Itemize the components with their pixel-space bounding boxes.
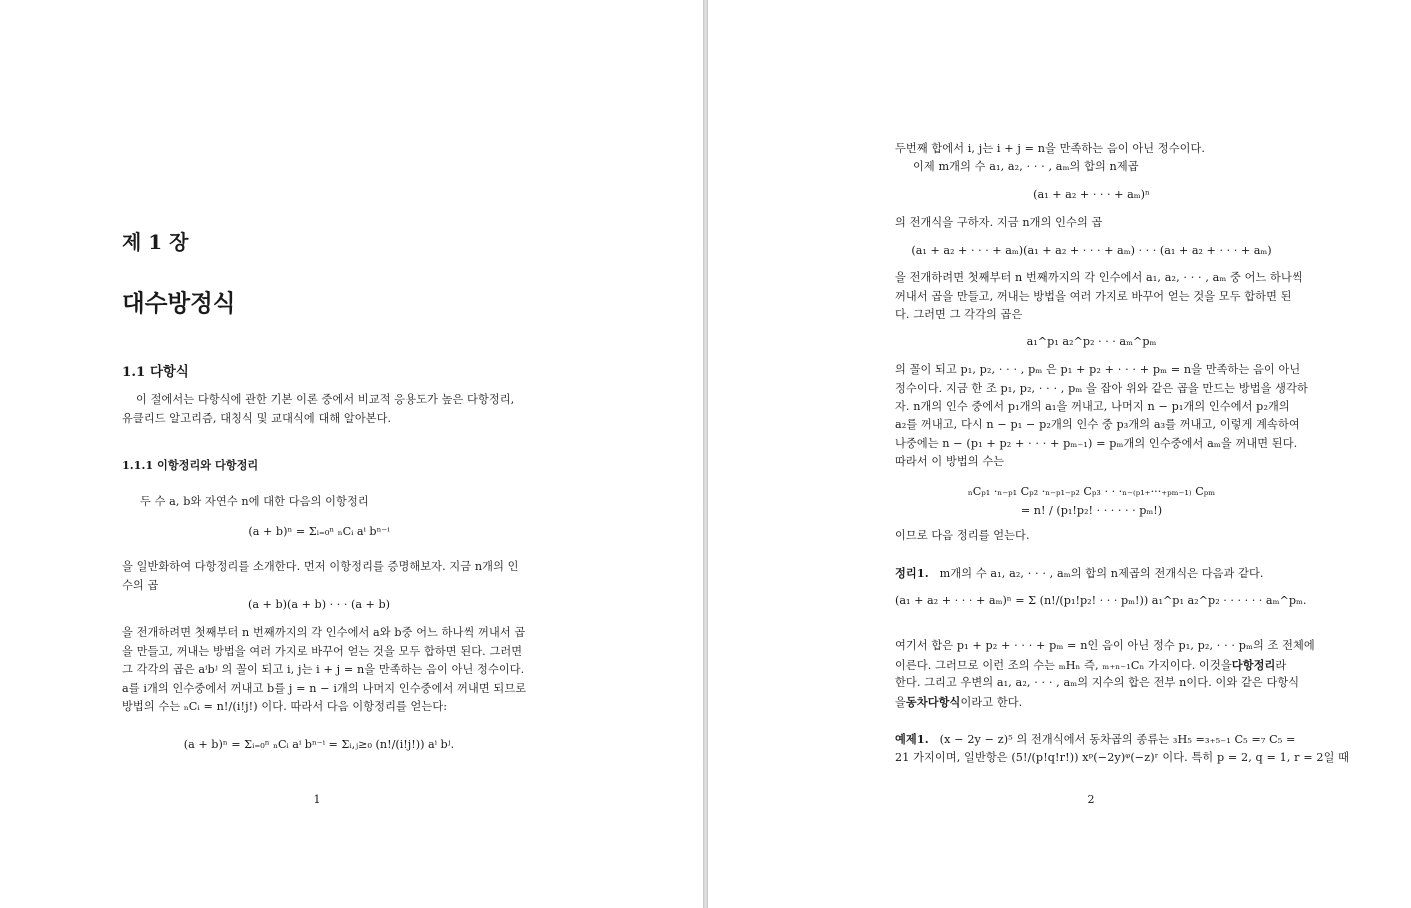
- text-run: 이라고 한다.: [960, 696, 1023, 709]
- paragraph-line: 을 전개하려면 첫째부터 n 번째까지의 각 인수에서 a₁, a₂, · · · , aₘ 중 어느 하나씩: [895, 271, 1303, 284]
- theorem-line: [895, 564, 1264, 584]
- example-line: [895, 730, 1295, 750]
- paragraph-line: [895, 656, 1286, 676]
- paragraph-line: 방법의 수는 ₙCᵢ = n!/(i!j!) 이다. 따라서 다음 이항정리를 얻는다:: [122, 700, 448, 713]
- chapter-title: 대수방정식: [122, 289, 236, 317]
- paragraph-line: 두번째 합에서 i, j는 i + j = n을 만족하는 음이 아닌 정수이다.: [895, 142, 1206, 155]
- section-heading: 1.1 다항식: [122, 364, 189, 380]
- equation-power: (a₁ + a₂ + · · · + aₘ)ⁿ: [1033, 188, 1150, 201]
- paragraph-line: 을 일반화하여 다항정리를 소개한다. 먼저 이항정리를 증명해보자. 지금 n개의 인: [122, 560, 519, 573]
- paragraph-line: 정수이다. 지금 한 조 p₁, p₂, · · · , pₘ 을 잡아 위와 같은 곱을 만드는 방법을 생각하: [895, 382, 1308, 395]
- paragraph-line: 이므로 다음 정리를 얻는다.: [895, 529, 1030, 542]
- text-run: 이른다. 그러므로 이런 조의 수는 ₘHₙ 즉, ₘ₊ₙ₋₁Cₙ 가지이다. 이것을: [895, 659, 1232, 672]
- page-number: 1: [313, 793, 321, 806]
- theorem-text: m개의 수 a₁, a₂, · · · , aₘ의 합의 n제곱의 전개식은 다음과 같다.: [939, 567, 1264, 580]
- intro-line-1: 이 절에서는 다항식에 관한 기본 이론 중에서 비교적 응용도가 높은 다항정리,: [136, 393, 515, 406]
- paragraph-line: 나중에는 n − (p₁ + p₂ + · · · + pₘ₋₁) = pₘ개의 인수중에서 aₘ을 꺼내면 된다.: [895, 437, 1298, 450]
- paragraph-line: 여기서 합은 p₁ + p₂ + · · · + pₘ = n인 음이 아닌 정수 p₁, p₂, · · · pₘ의 조 전체에: [895, 639, 1315, 652]
- example-line-2: 21 가지이며, 일반항은 (5!/(p!q!r!)) xᵖ(−2y)ᵠ(−z)ʳ 이다. 특히 p = 2, q = 1, r = 2일 때: [895, 751, 1350, 764]
- paragraph-line: 꺼내서 곱을 만들고, 꺼내는 방법을 여러 가지로 바꾸어 얻는 것을 모두 합하면 된: [895, 290, 1292, 303]
- text-run: 을: [895, 696, 906, 709]
- paragraph-line: 자. n개의 인수 중에서 p₁개의 a₁을 꺼내고, 나머지 n − p₁개의 인수에서 p₂개의: [895, 400, 1290, 413]
- term-homogeneous-polynomial: 동차다항식: [905, 695, 961, 709]
- paragraph-line: a₂를 꺼내고, 다시 n − p₁ − p₂개의 인수 중 p₃개의 a₃를 꺼내고, 이렇게 계속하여: [895, 418, 1300, 431]
- intro-line-2: 유클리드 알고리즘, 대칭식 및 교대식에 대해 알아본다.: [122, 412, 392, 425]
- paragraph-line: 따라서 이 방법의 수는: [895, 455, 1005, 468]
- paragraph-line: 이제 m개의 수 a₁, a₂, · · · , aₘ의 합의 n제곱: [913, 160, 1139, 173]
- equation-count: ₙCₚ₁ ·ₙ₋ₚ₁ Cₚ₂ ·ₙ₋ₚ₁₋ₚ₂ Cₚ₃ · · ·ₙ₋₍ₚ₁₊···₊ₚₘ₋₁₎ Cₚₘ: [967, 485, 1216, 498]
- equation-product: (a + b)(a + b) · · · (a + b): [247, 598, 391, 611]
- paragraph-line: 수의 곱: [122, 579, 159, 592]
- paragraph-line: 을 전개하려면 첫째부터 n 번째까지의 각 인수에서 a와 b중 어느 하나씩 꺼내서 곱: [122, 626, 526, 639]
- equation-multinomial: (a₁ + a₂ + · · · + aₘ)ⁿ = Σ (n!/(p₁!p₂! · · · pₘ!)) a₁^p₁ a₂^p₂ · · · · · · aₘ^pₘ.: [895, 594, 1307, 607]
- paragraph-line: 을 만들고, 꺼내는 방법을 여러 가지로 바꾸어 얻는 것을 모두 합하면 된다. 그러면: [122, 645, 523, 658]
- paragraph-line: 의 전개식을 구하자. 지금 n개의 인수의 곱: [895, 216, 1103, 229]
- paragraph-line: 두 수 a, b와 자연수 n에 대한 다음의 이항정리: [140, 495, 369, 508]
- equation-binomial: (a + b)ⁿ = Σᵢ₌₀ⁿ ₙCᵢ aⁱ bⁿ⁻ⁱ: [248, 525, 390, 538]
- page-1: [0, 0, 703, 908]
- paragraph-line: a를 i개의 인수중에서 꺼내고 b를 j = n − i개의 나머지 인수중에서 꺼내면 되므로: [122, 682, 527, 695]
- theorem-label: 정리1.: [895, 566, 929, 580]
- paragraph-line: 의 꼴이 되고 p₁, p₂, · · · , pₘ 은 p₁ + p₂ + · · · + pₘ = n을 만족하는 음이 아닌: [895, 363, 1301, 376]
- chapter-number: 제 1 장: [122, 230, 189, 254]
- equation-product: (a₁ + a₂ + · · · + aₘ)(a₁ + a₂ + · · · + aₘ) · · · (a₁ + a₂ + · · · + aₘ): [911, 244, 1272, 257]
- paragraph-line: 그 각각의 곱은 aⁱbʲ 의 꼴이 되고 i, j는 i + j = n을 만족하는 음이 아닌 정수이다.: [122, 663, 525, 676]
- text-run: 라: [1275, 659, 1287, 672]
- subsection-heading: 1.1.1 이항정리와 다항정리: [122, 458, 259, 472]
- paragraph-line: 한다. 그리고 우변의 a₁, a₂, · · · , aₘ의 지수의 합은 전부 n이다. 이와 같은 다항식: [895, 676, 1300, 689]
- paragraph-line: 다. 그러면 그 각각의 곱은: [895, 308, 1023, 321]
- equation-count-result: = n! / (p₁!p₂! · · · · · · pₘ!): [1020, 504, 1163, 517]
- page-number: 2: [1087, 793, 1095, 806]
- example-label: 예제1.: [895, 732, 929, 746]
- page-2: [708, 0, 1411, 908]
- equation-binomial-theorem: (a + b)ⁿ = Σᵢ₌₀ⁿ ₙCᵢ aⁱ bⁿ⁻ⁱ = Σᵢ,ⱼ≥₀ (n!/(i!j!)) aⁱ bʲ.: [183, 738, 455, 751]
- paragraph-line: [895, 693, 1022, 713]
- term-multinomial-theorem: 다항정리: [1231, 658, 1276, 672]
- equation-monomial: a₁^p₁ a₂^p₂ · · · aₘ^pₘ: [1026, 335, 1157, 348]
- example-text: (x − 2y − z)⁵ 의 전개식에서 동차곱의 종류는 ₃H₅ =₃₊₅₋₁ C₅ =₇ C₅ =: [939, 733, 1296, 746]
